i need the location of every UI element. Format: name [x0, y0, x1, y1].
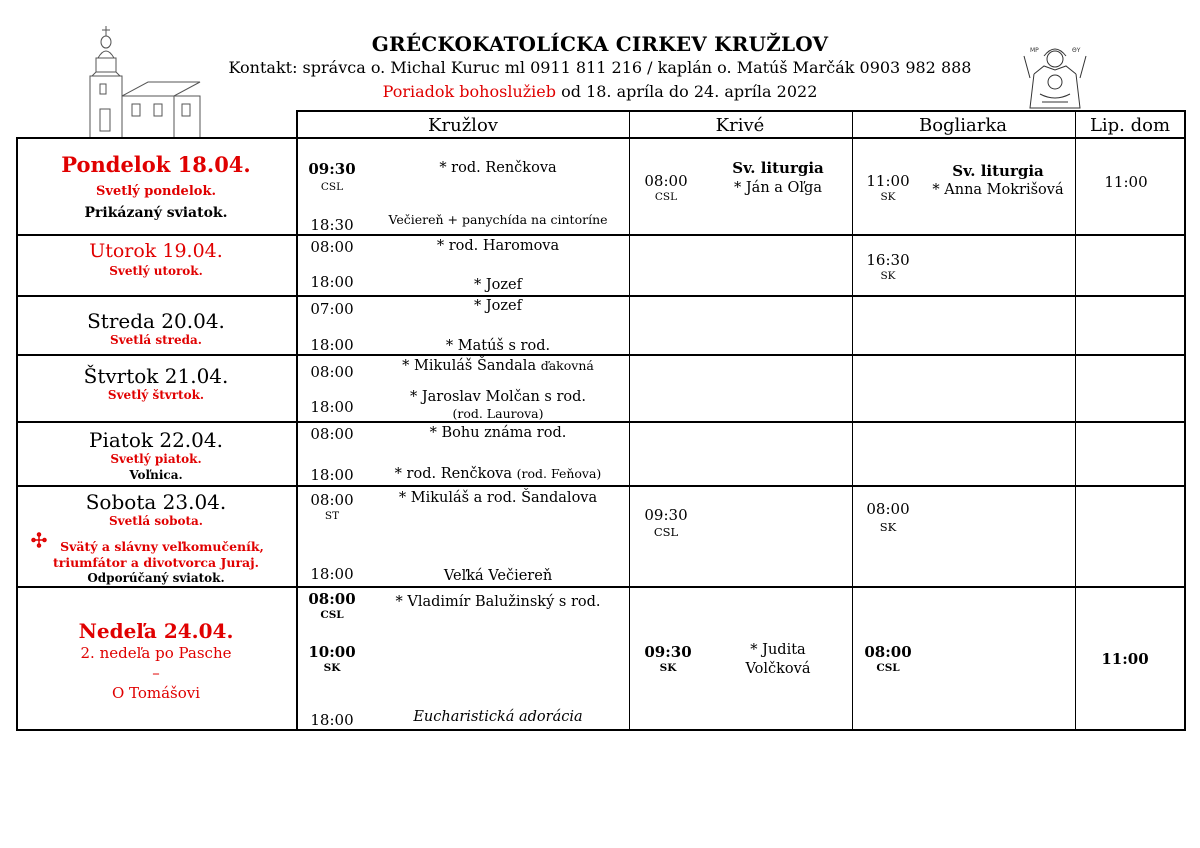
service-language: CSL [320, 181, 344, 193]
service-language: ST [324, 510, 340, 522]
intention-text: * Mikuláš Šandala [402, 358, 537, 374]
service-time: 11:00 [866, 172, 910, 190]
schedule-dates: od 18. apríla do 24. apríla 2022 [556, 82, 818, 101]
service-time: 18:30 [310, 216, 354, 234]
day-note: Prikázaný sviatok. [84, 205, 228, 221]
day-feast: O Tomášovi [111, 684, 201, 702]
theotokos-icon [1022, 44, 1088, 110]
day-feast-dash: – [152, 664, 160, 682]
service-language: CSL [653, 525, 679, 539]
service-language: SK [880, 191, 896, 203]
day-name: Utorok 19.04. [89, 240, 223, 262]
svg-text:MP: MP [1030, 47, 1039, 54]
church-sketch-icon [70, 24, 210, 144]
col-header-krive: Krivé [715, 115, 765, 136]
service-intention: * Jozef [474, 277, 522, 293]
service-intention: * Vladimír Balužinský s rod. [395, 594, 601, 610]
service-time: 18:00 [310, 336, 354, 354]
schedule-label: Poriadok bohoslužieb [382, 82, 557, 101]
day-note: Odporúčaný sviatok. [87, 571, 225, 585]
service-title: Sv. liturgia [732, 159, 824, 177]
service-intention: * Jozef [474, 298, 522, 314]
day-name: Piatok 22.04. [89, 428, 223, 452]
service-intention: * Mikuláš a rod. Šandalova [398, 490, 598, 506]
day-note: Voľnica. [129, 468, 183, 482]
service-time: 08:00 [310, 238, 354, 256]
service-language: SK [880, 270, 896, 282]
service-time: 07:00 [310, 300, 354, 318]
service-time: 08:00 [864, 643, 912, 661]
day-feast: Svetlý pondelok. [96, 184, 216, 199]
day-name: Sobota 23.04. [85, 490, 227, 514]
service-time: 18:00 [310, 398, 354, 416]
service-time: 08:00 [866, 500, 910, 518]
service-intention: Večiereň + panychída na cintoríne [388, 212, 608, 227]
service-time: 10:00 [308, 643, 356, 661]
service-time: 11:00 [1101, 650, 1149, 668]
service-time: 18:00 [310, 273, 354, 291]
service-time: 08:00 [310, 363, 354, 381]
service-time: 08:00 [644, 172, 688, 190]
col-header-bogliarka: Bogliarka [918, 115, 1008, 136]
service-time: 18:00 [310, 466, 354, 484]
day-feast: Svetlá streda. [110, 333, 202, 347]
service-time: 08:00 [310, 425, 354, 443]
day-feast-saint: Svätý a slávny veľkomučeník, [60, 539, 264, 554]
service-language: SK [323, 662, 341, 674]
cross-icon [31, 532, 47, 548]
service-intention: * Anna Mokrišová [932, 182, 1064, 198]
service-time: 18:00 [310, 565, 354, 583]
service-time: 18:00 [310, 711, 354, 729]
day-name: Streda 20.04. [87, 309, 225, 333]
service-language: SK [879, 520, 897, 534]
service-intention: Volčková [745, 661, 811, 677]
service-time: 09:30 [644, 643, 692, 661]
service-intention: * Judita [750, 642, 806, 658]
day-feast-saint: triumfátor a divotvorca Juraj. [52, 555, 260, 570]
service-time: 08:00 [308, 590, 356, 608]
intention-note: ďakovná [540, 358, 594, 373]
day-name: Nedeľa 24.04. [78, 619, 234, 643]
service-time: 09:30 [308, 160, 356, 178]
service-intention: * Bohu známa rod. [429, 425, 567, 441]
service-time: 09:30 [644, 506, 688, 524]
service-language: CSL [654, 191, 678, 203]
service-intention: Veľká Večiereň [443, 568, 553, 584]
service-intention [395, 466, 602, 482]
day-feast: Svetlý štvrtok. [107, 388, 205, 402]
day-feast: Svetlý utorok. [109, 264, 203, 278]
day-feast: 2. nedeľa po Pasche [80, 644, 232, 662]
day-feast: Svetlý piatok. [110, 452, 202, 466]
service-intention: * Jaroslav Molčan s rod. [409, 389, 587, 405]
service-intention: Eucharistická adorácia [413, 709, 583, 725]
intention-note: (rod. Feňova) [516, 466, 602, 481]
service-title: Sv. liturgia [952, 162, 1044, 180]
service-intention: * rod. Haromova [436, 238, 560, 254]
contact-line: Kontakt: správca o. Michal Kuruc ml 0911 811 216 / kaplán o. Matúš Marčák 0903 982 888 [228, 58, 972, 77]
service-language: CSL [320, 609, 344, 621]
svg-text:ΘΥ: ΘΥ [1072, 47, 1081, 54]
service-intention: * rod. Renčkova [439, 160, 557, 176]
service-intention: * Ján a Oľga [734, 180, 822, 196]
col-header-lipdom: Lip. dom [1089, 115, 1171, 136]
intention-text: * rod. Renčkova [394, 466, 513, 482]
day-feast: Svetlá sobota. [109, 514, 203, 528]
service-language: SK [659, 662, 677, 674]
col-header-kruzlov: Kružlov [428, 115, 498, 136]
day-name: Štvrtok 21.04. [83, 364, 229, 388]
service-intention-note: (rod. Laurova) [452, 406, 544, 421]
service-time: 11:00 [1104, 173, 1148, 191]
service-time: 16:30 [866, 251, 910, 269]
service-time: 08:00 [310, 491, 354, 509]
service-intention: * Matúš s rod. [445, 338, 551, 354]
service-intention [402, 358, 594, 374]
service-language: CSL [876, 662, 900, 674]
day-name: Pondelok 18.04. [61, 152, 251, 177]
page-title: GRÉCKOKATOLÍCKA CIRKEV KRUŽLOV [371, 32, 829, 56]
